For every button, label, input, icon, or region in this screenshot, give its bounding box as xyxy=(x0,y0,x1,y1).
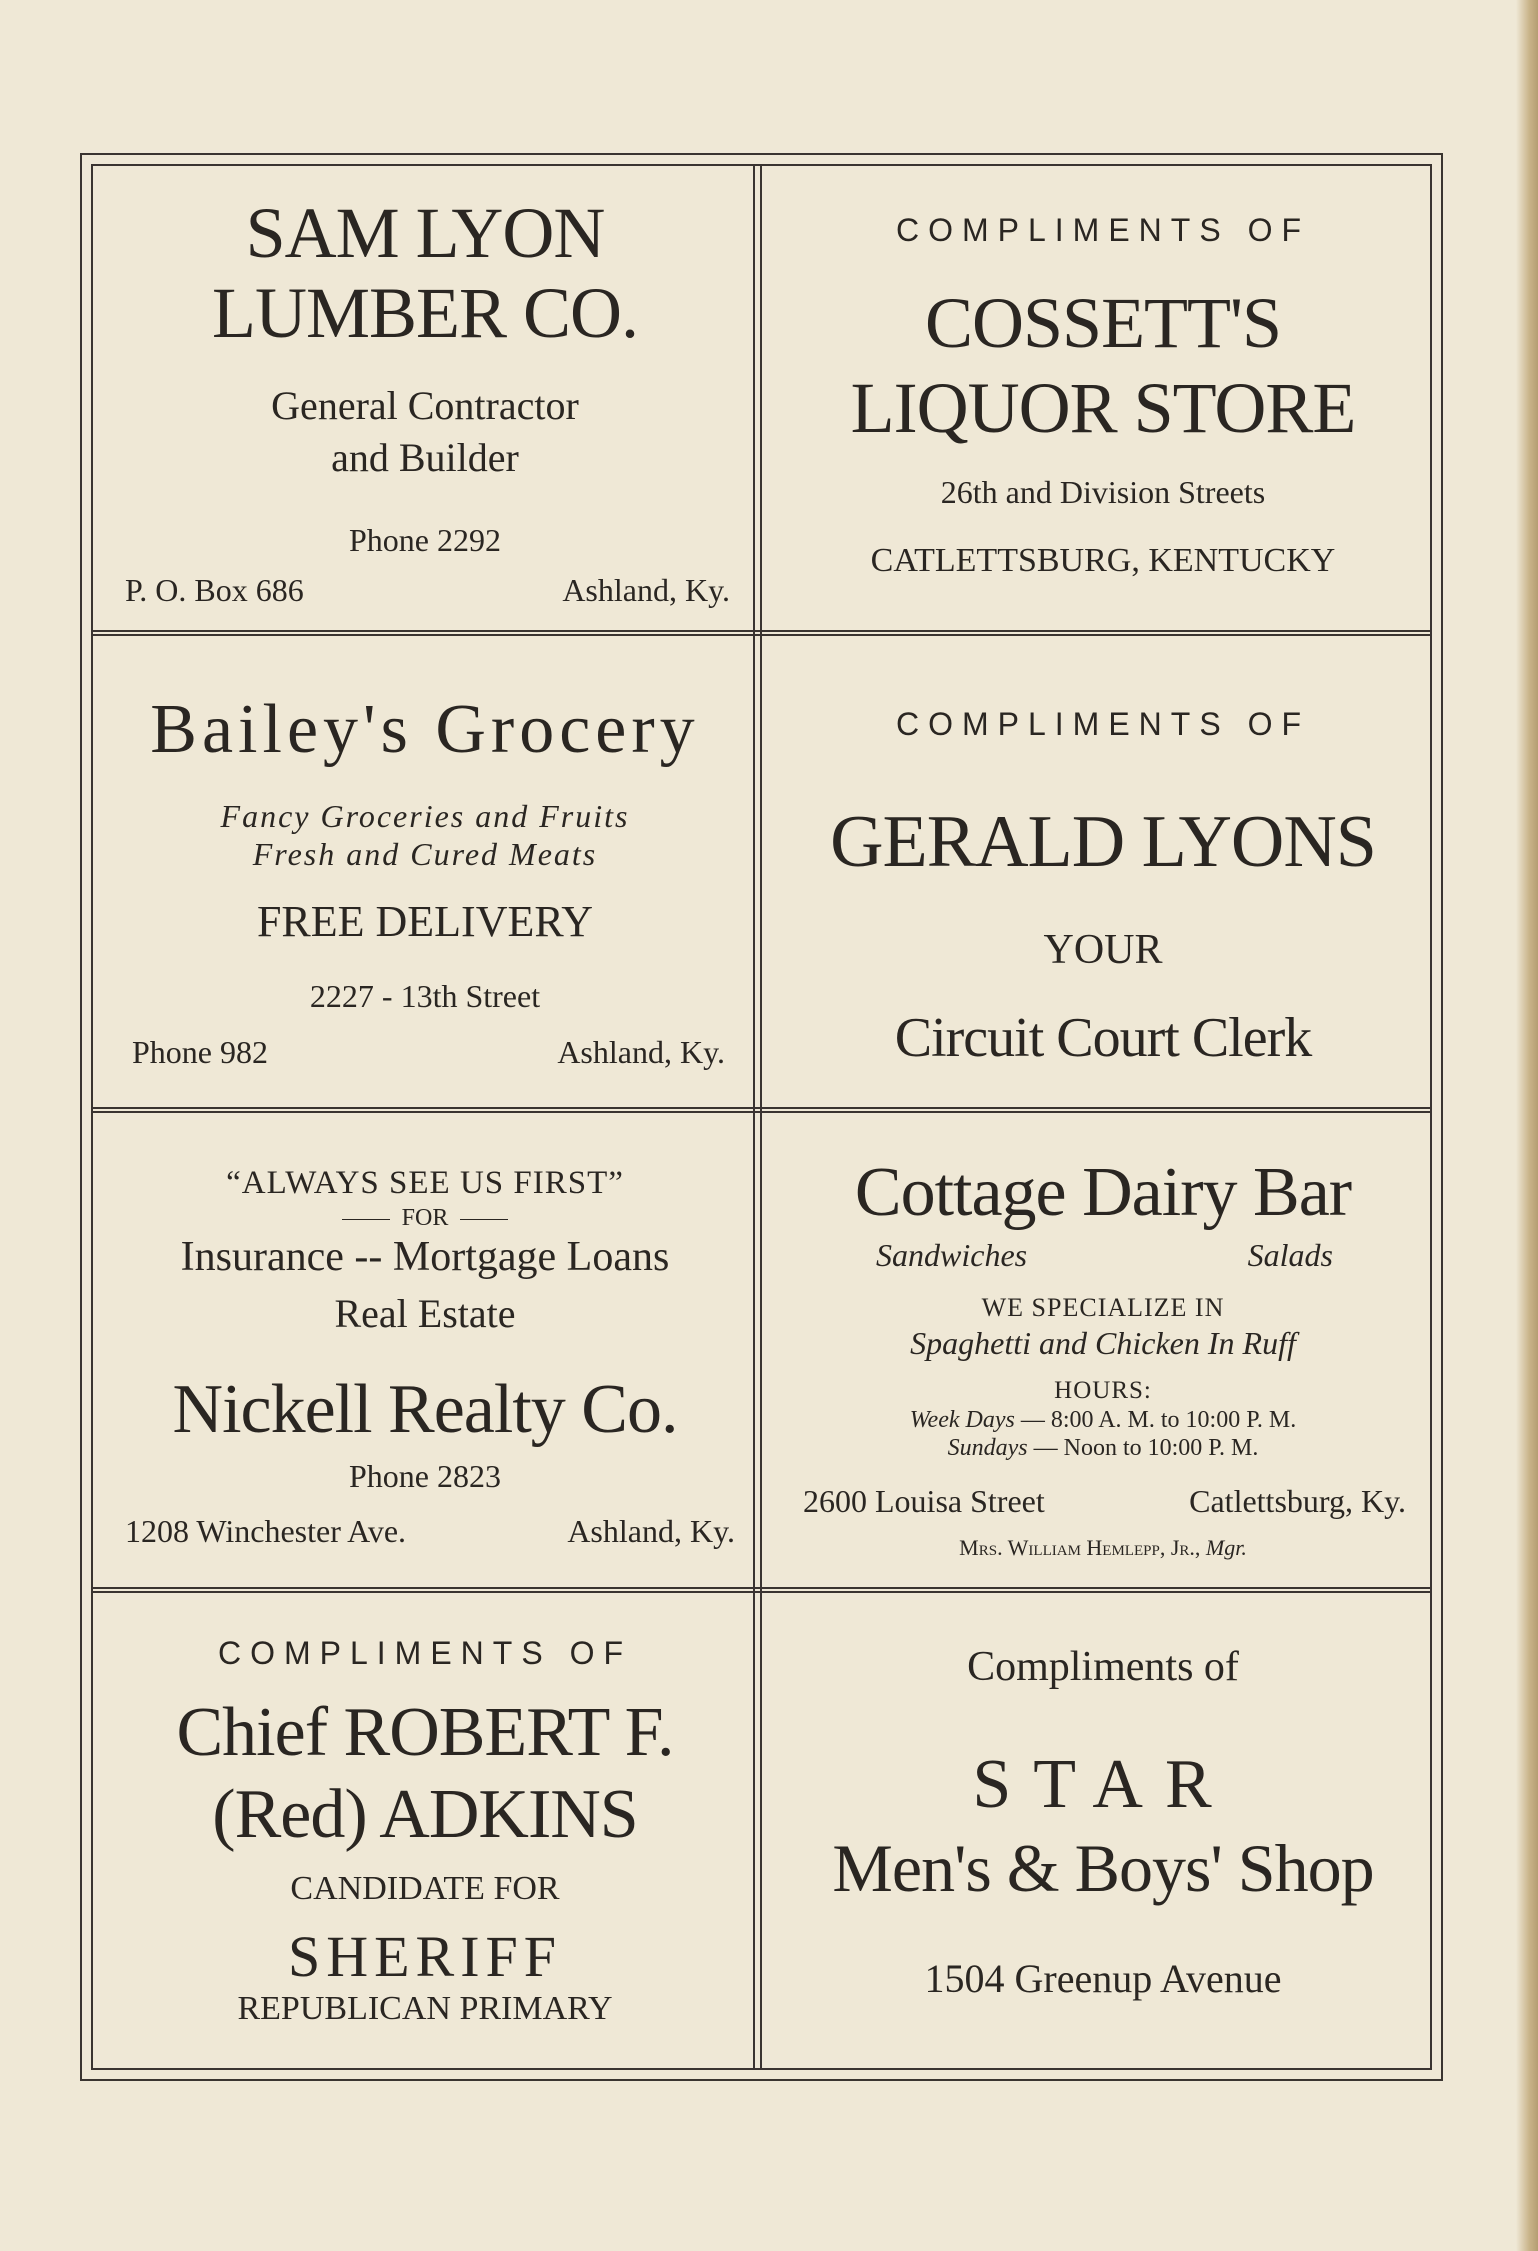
ad-title: Bailey's Grocery xyxy=(150,691,700,768)
ad-address: 1208 Winchester Ave. xyxy=(125,1513,407,1549)
ad-shop-name: Men's & Boys' Shop xyxy=(832,1830,1374,1906)
ad-name: Nickell Realty Co. xyxy=(172,1371,678,1448)
ad-robert-adkins xyxy=(100,1605,750,2065)
ad-address: 2600 Louisa Street xyxy=(803,1483,1045,1519)
ad-footer-row xyxy=(125,1513,735,1550)
ad-candidate: CANDIDATE FOR xyxy=(290,1870,560,1907)
ad-address: 1504 Greenup Avenue xyxy=(924,1956,1282,2001)
rule-line xyxy=(460,1219,508,1220)
ad-slogan: “ALWAYS SEE US FIRST” xyxy=(226,1165,624,1201)
ad-po-box: P. O. Box 686 xyxy=(125,572,304,608)
ad-sam-lyon xyxy=(100,172,750,632)
ad-compliments: COMPLIMENTS OF xyxy=(217,1635,632,1671)
ad-gerald-lyons xyxy=(778,648,1428,1108)
ad-nickell-realty xyxy=(100,1125,750,1585)
ad-hours-label: HOURS: xyxy=(1054,1377,1152,1404)
ad-subtitle: General Contractor xyxy=(271,383,579,428)
ad-phone: Phone 2292 xyxy=(349,522,501,558)
ad-subtitle: and Builder xyxy=(331,435,519,480)
ad-manager-title: Mgr. xyxy=(1205,1535,1247,1560)
ad-hours-day: Sundays xyxy=(947,1435,1028,1461)
ad-city: Ashland, Ky. xyxy=(562,572,730,608)
ad-line: Fancy Groceries and Fruits xyxy=(220,798,630,834)
ad-cossetts xyxy=(778,172,1428,632)
ad-footer-row xyxy=(803,1483,1406,1520)
ad-for: FOR xyxy=(401,1205,449,1231)
ad-title: COSSETT'S xyxy=(924,283,1282,363)
column-divider xyxy=(753,164,762,2070)
ad-special: Spaghetti and Chicken In Ruff xyxy=(910,1325,1296,1361)
ad-city: Ashland, Ky. xyxy=(557,1034,725,1070)
ad-menu-row xyxy=(876,1237,1333,1274)
ad-city: Catlettsburg, Ky. xyxy=(1189,1483,1406,1519)
ad-your: YOUR xyxy=(1043,927,1163,973)
ad-address: 26th and Division Streets xyxy=(940,474,1266,510)
ad-hours-row xyxy=(778,1435,1428,1462)
ad-compliments: COMPLIMENTS OF xyxy=(895,706,1310,742)
ad-menu-item: Sandwiches xyxy=(876,1237,1028,1273)
ad-line: Insurance -- Mortgage Loans xyxy=(180,1234,670,1280)
ad-title: LIQUOR STORE xyxy=(850,368,1356,448)
ad-phone: Phone 2823 xyxy=(349,1458,501,1494)
ad-office: Circuit Court Clerk xyxy=(894,1007,1312,1069)
ad-free-delivery: FREE DELIVERY xyxy=(256,897,594,946)
ad-cottage-dairy-bar xyxy=(778,1125,1428,1585)
ad-line: Real Estate xyxy=(334,1291,516,1336)
ad-star-shop xyxy=(778,1605,1428,2065)
ad-title: LUMBER CO. xyxy=(211,273,639,353)
ad-hours-row xyxy=(778,1407,1428,1434)
ad-city: CATLETTSBURG, KENTUCKY xyxy=(870,542,1336,579)
ad-name: Chief ROBERT F. xyxy=(176,1694,674,1771)
ad-footer-row xyxy=(125,572,730,609)
page-edge xyxy=(1516,0,1538,2251)
ad-for-row xyxy=(100,1205,750,1232)
ad-office: SHERIFF xyxy=(287,1924,563,1989)
ad-manager-row xyxy=(778,1535,1428,1561)
ad-footer-row xyxy=(132,1034,725,1071)
ad-title: Cottage Dairy Bar xyxy=(854,1154,1352,1231)
ad-hours-time: — Noon to 10:00 P. M. xyxy=(1033,1435,1259,1461)
ad-hours-time: — 8:00 A. M. to 10:00 P. M. xyxy=(1020,1407,1297,1433)
ad-name: (Red) ADKINS xyxy=(212,1776,638,1853)
rule-line xyxy=(342,1219,390,1220)
ad-title: SAM LYON xyxy=(245,193,605,273)
ad-baileys-grocery xyxy=(100,648,750,1108)
ad-specialize: WE SPECIALIZE IN xyxy=(981,1293,1225,1322)
ad-address: 2227 - 13th Street xyxy=(309,978,541,1014)
ad-star: STAR xyxy=(972,1746,1234,1823)
ad-manager-name: Mrs. William Hemlepp, Jr., xyxy=(959,1535,1201,1560)
ad-hours-day: Week Days xyxy=(909,1407,1015,1433)
ad-line: Fresh and Cured Meats xyxy=(252,836,598,872)
ad-name: GERALD LYONS xyxy=(830,801,1376,883)
ad-compliments: COMPLIMENTS OF xyxy=(895,212,1310,248)
row-divider xyxy=(91,1587,1432,1593)
ad-primary: REPUBLICAN PRIMARY xyxy=(237,1990,613,2027)
ad-compliments: Compliments of xyxy=(967,1644,1239,1690)
ad-city: Ashland, Ky. xyxy=(567,1513,735,1549)
ad-menu-item: Salads xyxy=(1247,1237,1333,1273)
ad-phone: Phone 982 xyxy=(132,1034,268,1070)
